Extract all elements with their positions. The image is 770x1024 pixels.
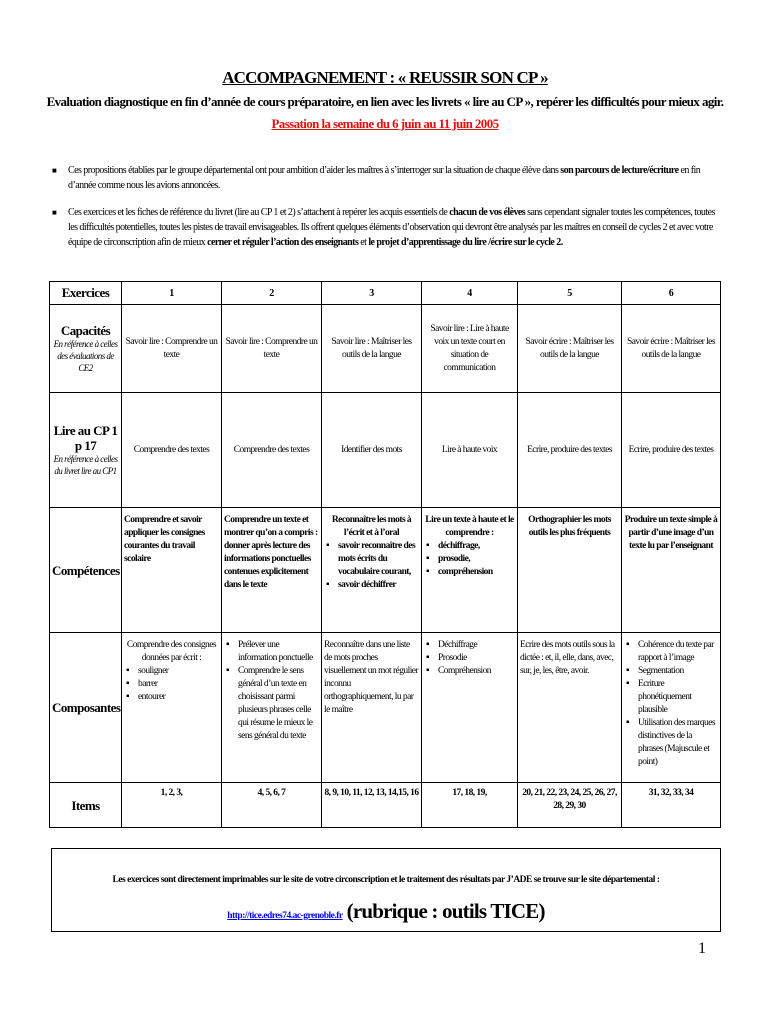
list-item: ▪ savoir déchiffrer <box>324 579 419 592</box>
emphasis-text: le projet d’apprentissage du lire /écrire sur le cycle 2. <box>368 237 563 248</box>
table-cell: 8, 9, 10, 11, 12, 13, 14,15, 16 <box>322 783 422 828</box>
list-item: ▪ prosodie, <box>424 553 515 566</box>
bullet-icon: ■ <box>52 166 57 175</box>
table-cell: Ecrire, produire des textes <box>518 393 622 508</box>
header-col: 1 <box>122 282 222 305</box>
table-cell: Savoir lire : Comprendre un texte <box>222 305 322 393</box>
footer-link-line <box>52 899 720 924</box>
footer-text: Les exercices sont directement imprimables sur le site de votre circonscription et le traitement des résultats par J’ADE se trouve sur le site départemental : <box>112 875 660 885</box>
row-label: Capacités En référence à celles des évaluations de CE2 <box>50 305 122 393</box>
table-cell: 1, 2, 3, <box>122 783 222 828</box>
table-cell: Comprendre des consignes données par écrit : ▪ souligner ▪ barrer ▪ entourer <box>122 633 222 783</box>
table-cell: Reconnaître les mots à l’écrit et à l’oral ▪ savoir reconnaître des mots écrits du vocabulaire courant, ▪ savoir déchiffrer <box>322 508 422 633</box>
emphasis-text: cerner et réguler l’action des enseignants <box>207 237 359 248</box>
list-item: ▪ Prosodie <box>424 652 515 665</box>
rubrique-label: (rubrique : outils TICE) <box>346 899 545 923</box>
list-item: ▪ savoir reconnaître des mots écrits du vocabulaire courant, <box>324 540 419 579</box>
list-item: ▪ Segmentation <box>624 665 718 678</box>
table-cell: Savoir lire : Comprendre un texte <box>122 305 222 393</box>
row-competences <box>50 508 721 633</box>
list-item: ▪ Déchiffrage <box>424 639 515 652</box>
list-item: ▪ compréhension <box>424 566 515 579</box>
header-row <box>50 282 721 305</box>
table-cell: Savoir écrire : Maîtriser les outils de la langue <box>622 305 721 393</box>
table-cell: Comprendre et savoir appliquer les consignes courantes du travail scolaire <box>122 508 222 633</box>
document-subtitle: Evaluation diagnostique en fin d’année de cours préparatoire, en lien avec les livrets « lire au CP », repérer les difficultés pour mieux agir. <box>46 94 724 109</box>
table-cell: Savoir écrire : Maîtriser les outils de la langue <box>518 305 622 393</box>
list-item: ▪ déchiffrage, <box>424 540 515 553</box>
page-number: 1 <box>698 940 706 957</box>
table-cell: Produire un texte simple à partir d’une image d’un texte lu par l’enseignant <box>622 508 721 633</box>
table-cell: Ecrire, produire des textes <box>622 393 721 508</box>
header-col: 5 <box>518 282 622 305</box>
table-cell: 4, 5, 6, 7 <box>222 783 322 828</box>
row-label: Composantes <box>50 633 122 783</box>
list-item: ▪ barrer <box>124 678 219 691</box>
bullet-icon: ■ <box>52 208 57 217</box>
table-cell: 17, 18, 19, <box>422 783 518 828</box>
list-item: ▪ Ecriture phonétiquement plausible <box>624 678 718 717</box>
row-label: Items <box>50 783 122 828</box>
row-lire-au-cp <box>50 393 721 508</box>
table-cell: Comprendre un texte et montrer qu’on a compris : donner après lecture des informations ponctuelles contenues explicitement dans le texte <box>222 508 322 633</box>
evaluation-grid <box>49 281 721 828</box>
list-item: ▪ Compréhension <box>424 665 515 678</box>
row-label: Lire au CP 1 p 17 En référence à celles du livret lire au CP1 <box>50 393 122 508</box>
row-label: Compétences <box>50 508 122 633</box>
table-cell: Comprendre des textes <box>222 393 322 508</box>
table-cell: Reconnaître dans une liste de mots proches visuellement un mot régulier inconnu orthographiquement, lu par le maître <box>322 633 422 783</box>
table-cell: Savoir lire : Lire à haute voix un texte court en situation de communication <box>422 305 518 393</box>
table-cell: Lire à haute voix <box>422 393 518 508</box>
intro-paragraph-2: ■ Ces exercices et les fiches de référence du livret (lire au CP 1 et 2) s’attachent à repérer les acquis essentiels de chacun de vos élèves sans cependant signaler toutes les compétences, toutes les difficultés potentielles, toutes les pistes de travail envisageables. Ils offrent quelques éléments d’observation qui devront être analysés par les maîtres en conseil de cycles 2 et avec votre équipe de circonscription afin de mieux cerner et réguler l’action des enseignants et le projet d’apprentissage du lire /écrire sur le cycle 2. <box>52 207 715 248</box>
table-cell: Lire un texte à haute et le comprendre : ▪ déchiffrage, ▪ prosodie, ▪ compréhension <box>422 508 518 633</box>
list-item: ▪ Cohérence du texte par rapport à l’image <box>624 639 718 665</box>
site-link[interactable]: http://tice.edres74.ac-grenoble.fr <box>227 911 343 921</box>
row-capacites <box>50 305 721 393</box>
emphasis-text: chacun de vos élèves <box>449 207 526 218</box>
header-col: 6 <box>622 282 721 305</box>
list-item: ▪ Utilisation des marques distinctives de la phrases (Majuscule et point) <box>624 717 718 769</box>
table-cell: 31, 32, 33, 34 <box>622 783 721 828</box>
passation-dates: Passation la semaine du 6 juin au 11 juin 2005 <box>271 116 499 131</box>
table-cell: Identifier des mots <box>322 393 422 508</box>
table-cell: Comprendre des textes <box>122 393 222 508</box>
list-item: ▪ entourer <box>124 691 219 704</box>
header-col: 4 <box>422 282 518 305</box>
table-cell <box>222 633 322 783</box>
header-col: 3 <box>322 282 422 305</box>
header-col: 2 <box>222 282 322 305</box>
list-item: ▪ Comprendre le sens général d’un texte en choisissant parmi plusieurs phrases celle qui résume le mieux le sens général du texte <box>224 665 319 743</box>
table-cell: Savoir lire : Maîtriser les outils de la langue <box>322 305 422 393</box>
footer-box <box>51 848 721 932</box>
emphasis-text: son parcours de lecture/écriture <box>560 165 679 176</box>
document-title: ACCOMPAGNEMENT : « REUSSIR SON CP » <box>222 68 548 87</box>
row-items <box>50 783 721 828</box>
header-exercices: Exercices <box>50 282 122 305</box>
intro-paragraph-1: ■ Ces propositions établies par le groupe départemental ont pour ambition d’aider les maîtres à s’interroger sur la situation de chaque élève dans son parcours de lecture/écriture en fin d’année comme nous les avions annoncées. <box>52 165 701 191</box>
table-cell: 20, 21, 22, 23, 24, 25, 26, 27, 28, 29, 30 <box>518 783 622 828</box>
table-cell <box>622 633 721 783</box>
row-composantes <box>50 633 721 783</box>
table-cell <box>422 633 518 783</box>
table-cell: Ecrire des mots outils sous la dictée : et, il, elle, dans, avec, sur, je, les, être, avoir. <box>518 633 622 783</box>
list-item: ▪ Prélever une information ponctuelle <box>224 639 319 665</box>
list-item: ▪ souligner <box>124 665 219 678</box>
table-cell: Orthographier les mots outils les plus fréquents <box>518 508 622 633</box>
